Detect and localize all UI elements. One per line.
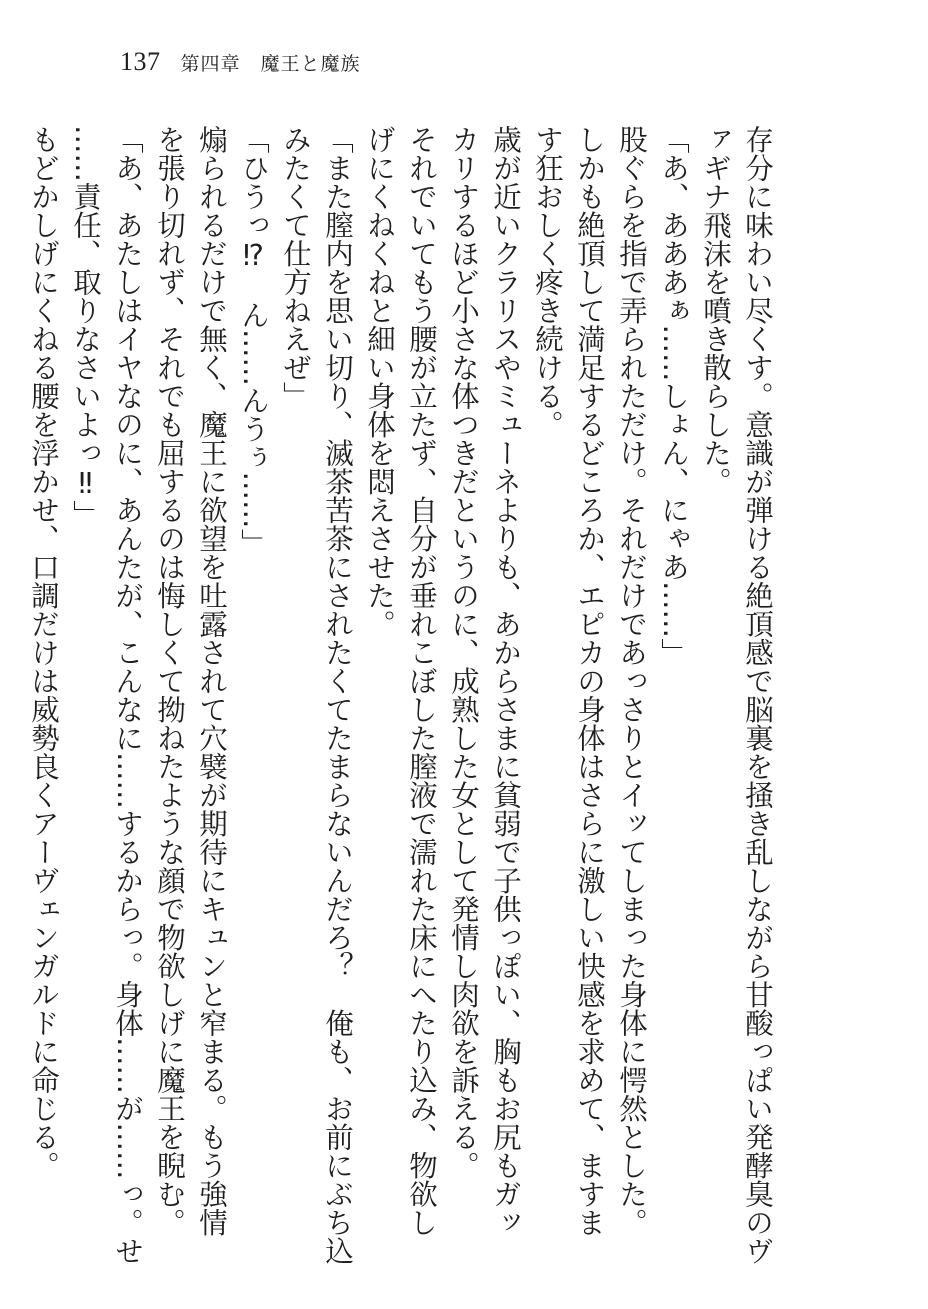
text-line: しかも絶頂して満足するどころか、エピカの身体はさらに激しい快感を求めて、ますま bbox=[573, 125, 606, 1237]
text-line: もどかしげにくねる腰を浮かせ、口調だけは威勢良くアーヴェンガルドに命じる。 bbox=[27, 125, 60, 1180]
text-line: 歳が近いクラリスやミューネよりも、あからさまに貧弱で子供っぽい、胸もお尻もガッ bbox=[489, 125, 522, 1237]
text-line: ァギナ飛沫を噴き散らした。 bbox=[699, 125, 732, 496]
text-line: 存分に味わい尽くす。意識が弾ける絶頂感で脳裏を掻き乱しながら甘酸っぱい発酵臭のヴ bbox=[741, 125, 774, 1265]
text-line: ……責任、取りなさいよっ‼」 bbox=[69, 125, 102, 529]
text-line: 「ひうっ⁉ ん……んうぅ……」 bbox=[237, 125, 270, 557]
text-line: みたくて仕方ねえぜ」 bbox=[279, 125, 312, 410]
text-line: 「あ、あああぁ……しょん、にゃあ……」 bbox=[657, 125, 690, 667]
vertical-body-text bbox=[27, 125, 778, 1265]
text-line: 煽られるだけで無く、魔王に欲望を吐露されて穴襞が期待にキュンと窄まる。もう強情 bbox=[195, 125, 228, 1237]
page-number: 137 bbox=[120, 47, 161, 76]
text-line: を張り切れず、それでも屈するのは悔しくて拗ねたような顔で物欲しげに魔王を睨む。 bbox=[153, 125, 186, 1237]
running-header bbox=[120, 42, 361, 82]
text-line: 股ぐらを指で弄られただけ。それだけであっさりとイッてしまった身体に愕然とした。 bbox=[615, 125, 648, 1237]
text-line: カリするほど小さな体つきだというのに、成熟した女として発情し肉欲を訴える。 bbox=[447, 125, 480, 1180]
text-line: す狂おしく疼き続ける。 bbox=[531, 125, 564, 439]
chapter-title: 第四章 魔王と魔族 bbox=[180, 52, 361, 75]
text-line: げにくねくねと細い身体を悶えさせた。 bbox=[363, 125, 396, 638]
text-line: 「また膣内を思い切り、滅茶苦茶にされたくてたまらないんだろ？ 俺も、お前にぶち込 bbox=[321, 125, 354, 1265]
text-line: それでいてもう腰が立たず、自分が垂れこぼした膣液で濡れた床にへたり込み、物欲し bbox=[405, 125, 438, 1237]
text-line: 「あ、あたしはイヤなのに、あんたが、こんなに……するからっ。身体……が……っ。せ bbox=[111, 125, 144, 1265]
